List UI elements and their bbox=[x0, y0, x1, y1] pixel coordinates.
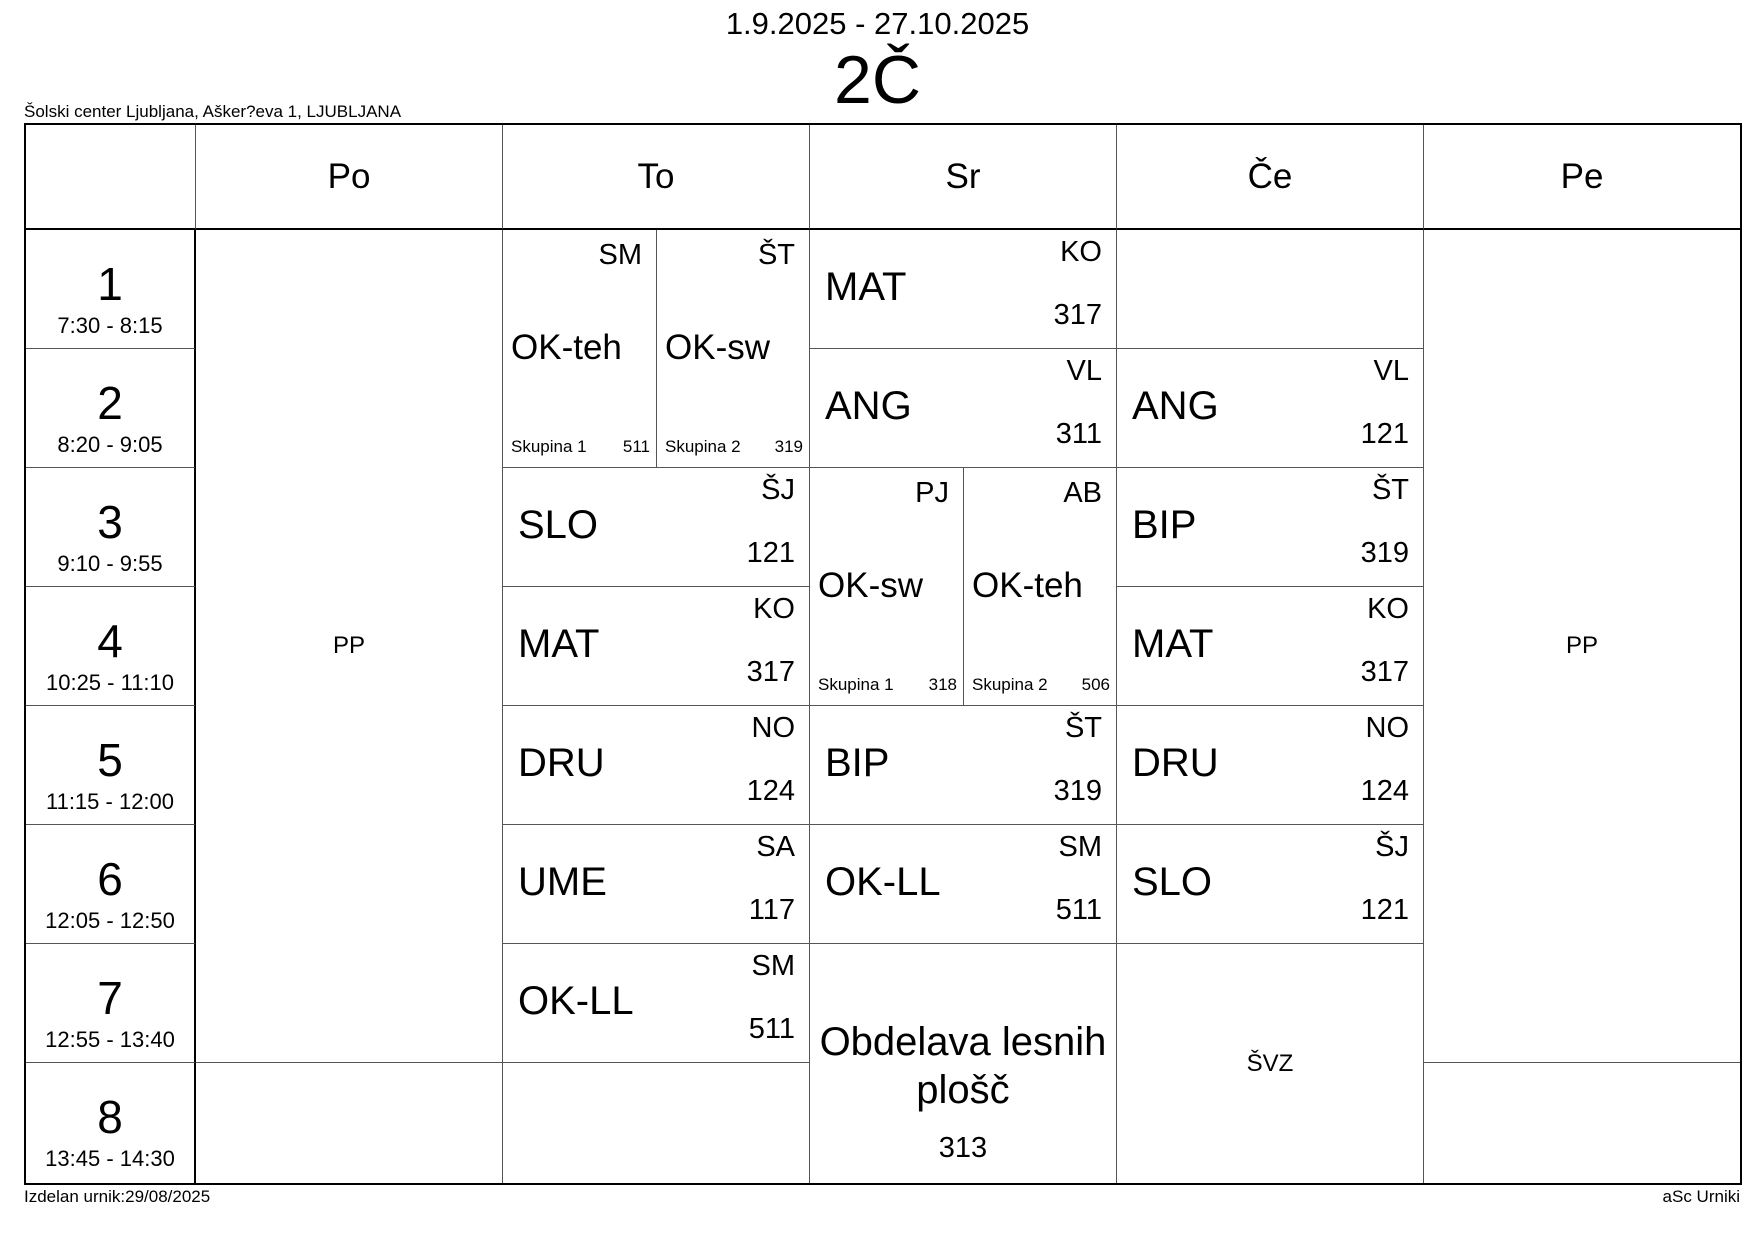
lesson-subject: SLO bbox=[1132, 860, 1213, 904]
lesson-teacher: SM bbox=[598, 239, 642, 271]
lesson-subject: DRU bbox=[1132, 741, 1219, 785]
lesson-subject: ANG bbox=[825, 384, 912, 428]
lesson-subject: MAT bbox=[518, 622, 600, 666]
lesson-teacher: ŠT bbox=[1371, 474, 1409, 506]
lesson-room: 121 bbox=[1360, 894, 1409, 926]
day-header-sr: Sr bbox=[810, 125, 1117, 230]
lesson-room: 511 bbox=[622, 437, 650, 456]
lesson-room: 317 bbox=[1360, 656, 1409, 688]
sr-lesson-5[interactable] bbox=[810, 706, 1117, 825]
corner-cell bbox=[26, 125, 196, 230]
period-time: 13:45 - 14:30 bbox=[45, 1146, 175, 1171]
lesson-subject: OK-teh bbox=[972, 566, 1083, 605]
pe-pp-block[interactable]: PP bbox=[1424, 230, 1740, 1063]
lesson-teacher: ŠT bbox=[1064, 712, 1102, 744]
lesson-subject: BIP bbox=[825, 741, 890, 785]
lesson-room: 319 bbox=[1360, 537, 1409, 569]
to-lesson-4[interactable] bbox=[503, 587, 810, 706]
lesson-room: 121 bbox=[746, 537, 795, 569]
period-time: 8:20 - 9:05 bbox=[57, 432, 163, 457]
lesson-subject: BIP bbox=[1132, 503, 1197, 547]
period-3 bbox=[26, 468, 196, 587]
timetable-grid bbox=[24, 123, 1742, 1185]
period-number: 4 bbox=[97, 615, 123, 667]
po-empty-8 bbox=[196, 1063, 503, 1183]
lesson-subject: OK-sw bbox=[818, 566, 923, 605]
lesson-subject: MAT bbox=[825, 265, 907, 309]
period-7 bbox=[26, 944, 196, 1063]
to-lesson-3[interactable] bbox=[503, 468, 810, 587]
period-number: 8 bbox=[97, 1091, 123, 1143]
lesson-teacher: ŠJ bbox=[761, 474, 795, 506]
lesson-teacher: SA bbox=[756, 831, 795, 863]
to-empty-8 bbox=[503, 1063, 810, 1183]
period-time: 11:15 - 12:00 bbox=[45, 789, 175, 814]
lesson-room: 317 bbox=[746, 656, 795, 688]
lesson-room: 318 bbox=[928, 675, 957, 694]
lesson-subject: OK-LL bbox=[518, 979, 634, 1023]
period-time: 12:55 - 13:40 bbox=[45, 1027, 175, 1052]
lesson-teacher: KO bbox=[753, 593, 795, 625]
period-6 bbox=[26, 825, 196, 944]
period-number: 7 bbox=[97, 972, 123, 1024]
lesson-room: 317 bbox=[1053, 299, 1102, 331]
period-2 bbox=[26, 349, 196, 468]
sr-lesson-2[interactable] bbox=[810, 349, 1117, 468]
lesson-subject: DRU bbox=[518, 741, 605, 785]
created-date: Izdelan urnik:29/08/2025 bbox=[24, 1187, 211, 1206]
software-credit: aSc Urniki bbox=[1662, 1187, 1740, 1206]
period-5 bbox=[26, 706, 196, 825]
lesson-teacher: KO bbox=[1060, 236, 1102, 268]
lesson-teacher: NO bbox=[751, 712, 795, 744]
ce-lesson-7-8[interactable]: ŠVZ bbox=[1117, 944, 1424, 1183]
lesson-teacher: ŠJ bbox=[1375, 831, 1409, 863]
lesson-room: 313 bbox=[938, 1132, 988, 1164]
ce-empty-1 bbox=[1117, 230, 1424, 349]
pe-empty-8 bbox=[1424, 1063, 1740, 1183]
lesson-subject: ANG bbox=[1132, 384, 1219, 428]
lesson-room: 117 bbox=[748, 894, 795, 926]
period-4 bbox=[26, 587, 196, 706]
sr-lesson-1[interactable] bbox=[810, 230, 1117, 349]
lesson-room: 511 bbox=[1055, 894, 1102, 926]
lesson-room: 511 bbox=[748, 1013, 795, 1045]
date-range: 1.9.2025 - 27.10.2025 bbox=[725, 6, 1030, 41]
to-split-group-2[interactable] bbox=[657, 230, 810, 468]
lesson-group: Skupina 1 bbox=[511, 437, 587, 456]
day-header-to: To bbox=[503, 125, 810, 230]
sr-split-group-1[interactable] bbox=[810, 468, 964, 706]
to-lesson-6[interactable] bbox=[503, 825, 810, 944]
lesson-room: 506 bbox=[1081, 675, 1110, 694]
to-lesson-7[interactable] bbox=[503, 944, 810, 1063]
lesson-teacher: VL bbox=[1066, 355, 1102, 387]
period-number: 5 bbox=[97, 734, 123, 786]
period-time: 7:30 - 8:15 bbox=[57, 313, 163, 338]
ce-lesson-5[interactable] bbox=[1117, 706, 1424, 825]
ce-lesson-6[interactable] bbox=[1117, 825, 1424, 944]
to-split-group-1[interactable] bbox=[503, 230, 657, 468]
lesson-room: 311 bbox=[1055, 418, 1102, 450]
lesson-teacher: ŠT bbox=[757, 239, 795, 271]
lesson-subject: SLO bbox=[518, 503, 599, 547]
lesson-group: Skupina 1 bbox=[818, 675, 894, 694]
lesson-room: 124 bbox=[1360, 775, 1409, 807]
ce-lesson-4[interactable] bbox=[1117, 587, 1424, 706]
sr-split-group-2[interactable] bbox=[964, 468, 1117, 706]
lesson-subject: OK-teh bbox=[511, 328, 622, 367]
school-name: Šolski center Ljubljana, Ašker?eva 1, LJUBLJANA bbox=[24, 102, 402, 121]
period-number: 2 bbox=[97, 377, 123, 429]
period-number: 6 bbox=[97, 853, 123, 905]
lesson-subject: UME bbox=[518, 860, 607, 904]
lesson-room: 319 bbox=[774, 437, 803, 456]
lesson-room: 124 bbox=[746, 775, 795, 807]
lesson-teacher: VL bbox=[1373, 355, 1409, 387]
day-header-pe: Pe bbox=[1424, 125, 1740, 230]
lesson-room: 121 bbox=[1360, 418, 1409, 450]
period-number: 3 bbox=[97, 496, 123, 548]
class-name: 2Č bbox=[834, 42, 921, 118]
sr-lesson-6[interactable] bbox=[810, 825, 1117, 944]
lesson-teacher: KO bbox=[1367, 593, 1409, 625]
lesson-teacher: PJ bbox=[915, 477, 949, 509]
ce-lesson-2[interactable] bbox=[1117, 349, 1424, 468]
po-pp-block[interactable]: PP bbox=[196, 230, 503, 1063]
lesson-teacher: SM bbox=[1058, 831, 1102, 863]
lesson-group: Skupina 2 bbox=[665, 437, 741, 456]
lesson-teacher: NO bbox=[1365, 712, 1409, 744]
period-time: 12:05 - 12:50 bbox=[45, 908, 175, 933]
day-header-po: Po bbox=[196, 125, 503, 230]
period-time: 9:10 - 9:55 bbox=[57, 551, 163, 576]
period-8 bbox=[26, 1063, 196, 1183]
lesson-subject: Obdelava lesnih plošč bbox=[819, 1020, 1107, 1112]
to-lesson-5[interactable] bbox=[503, 706, 810, 825]
lesson-subject: MAT bbox=[1132, 622, 1214, 666]
period-number: 1 bbox=[97, 258, 123, 310]
period-1 bbox=[26, 230, 196, 349]
lesson-group: Skupina 2 bbox=[972, 675, 1048, 694]
lesson-subject: OK-LL bbox=[825, 860, 941, 904]
lesson-room: 319 bbox=[1053, 775, 1102, 807]
lesson-teacher: SM bbox=[751, 950, 795, 982]
period-time: 10:25 - 11:10 bbox=[45, 670, 175, 695]
lesson-teacher: AB bbox=[1063, 477, 1102, 509]
lesson-subject: OK-sw bbox=[665, 328, 770, 367]
ce-lesson-3[interactable] bbox=[1117, 468, 1424, 587]
sr-lesson-7-8[interactable] bbox=[810, 944, 1117, 1183]
day-header-ce: Če bbox=[1117, 125, 1424, 230]
